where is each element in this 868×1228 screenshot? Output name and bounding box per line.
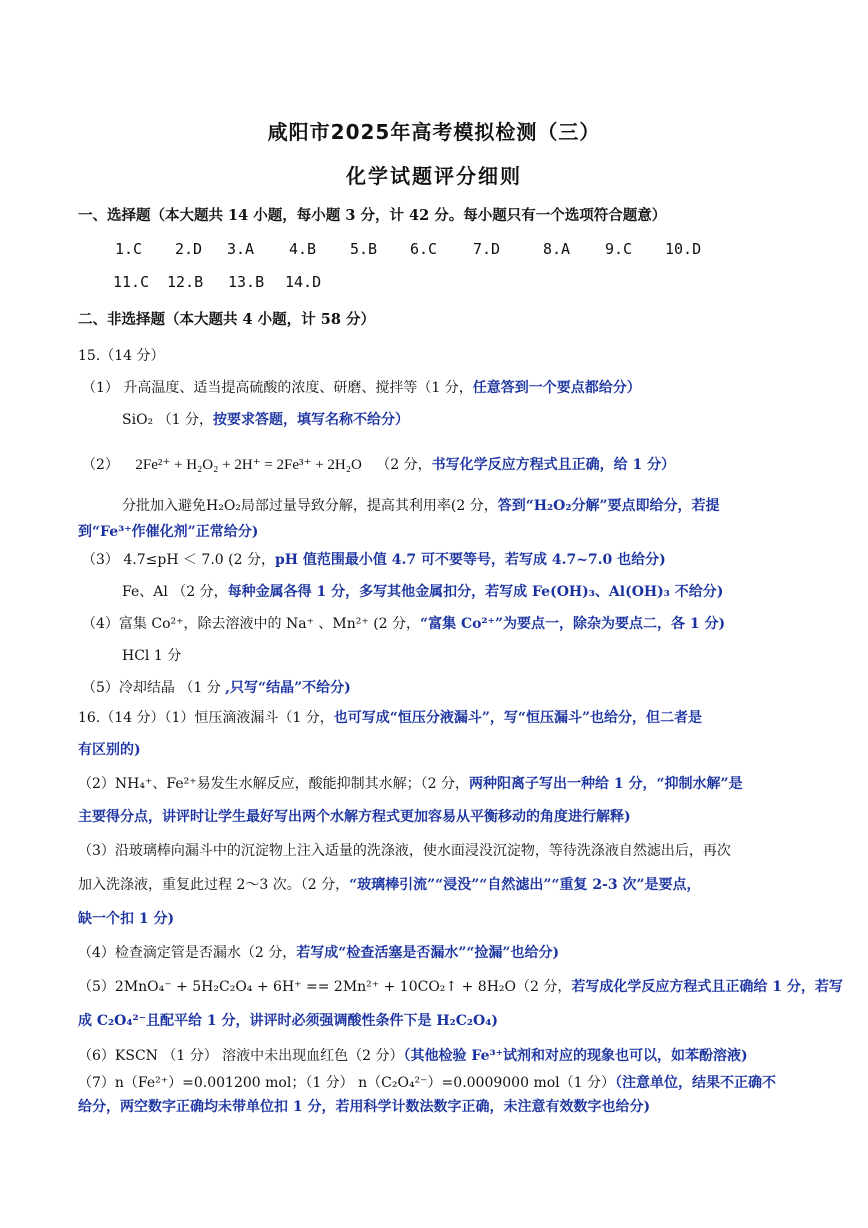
chemical-equation: 2Fe²⁺ + H₂O₂ + 2H⁺ = 2Fe³⁺ + 2H₂O (135, 457, 362, 473)
q15-part4b: HCl 1 分 (122, 648, 182, 664)
answer-item: 11.C (113, 273, 150, 291)
answer-item: 4.B (289, 240, 317, 258)
answer-item: 13.B (228, 273, 265, 291)
q16-part5b: 成 C₂O₄²⁻且配平给 1 分，讲评时必须强调酸性条件下是 H₂C₂O₄) (78, 1013, 498, 1029)
q15-part3b: Fe、Al （2 分，每种金属各得 1 分，多写其他金属扣分，若写成 Fe(OH)₃、Al(OH)₃ 不给分) (122, 584, 724, 600)
q16-part3-line1: （3）沿玻璃棒向漏斗中的沉淀物上注入适量的洗涤液，使水面浸没沉淀物，等待洗涤液自然滤出后，再次 (78, 843, 731, 859)
answer-item: 8.A (543, 240, 571, 258)
answer-item: 9.C (605, 240, 633, 258)
q16-part7b: 给分，两空数字正确均未带单位扣 1 分，若用科学计数法数字正确，未注意有效数字也给分) (78, 1099, 651, 1115)
page-title: 咸阳市2025年高考模拟检测（三） (267, 120, 601, 144)
answer-item: 12.B (167, 273, 204, 291)
section2-heading: 二、非选择题（本大题共 4 小题，计 58 分） (78, 311, 375, 328)
q15-part3: （3） 4.7≤pH ＜ 7.0 (2 分，pH 值范围最小值 4.7 可不要等号，若写成 4.7~7.0 也给分) (82, 552, 666, 568)
q16-part3-line3: 缺一个扣 1 分) (78, 911, 175, 927)
q15-part2c: 到“Fe³⁺作催化剂”正常给分) (78, 524, 259, 540)
answer-item: 1.C (115, 240, 143, 258)
q15-part4: （4）富集 Co²⁺，除去溶液中的 Na⁺ 、Mn²⁺ (2 分，“富集 Co²⁺”为要点一，除杂为要点二，各 1 分) (82, 616, 726, 632)
q15-part2: （2） 2Fe²⁺ + H₂O₂ + 2H⁺ = 2Fe³⁺ + 2H₂O （2 分，书写化学反应方程式且正确，给 1 分） (82, 457, 676, 473)
answer-item: 6.C (410, 240, 438, 258)
answer-item: 10.D (665, 240, 702, 258)
q16-part7: （7）n（Fe²⁺）=0.001200 mol；（1 分） n（C₂O₄²⁻）=0.0009000 mol（1 分）（注意单位，结果不正确不 (78, 1075, 776, 1091)
q16-part6: （6）KSCN （1 分） 溶液中未出现血红色（2 分）（其他检验 Fe³⁺试剂和对应的现象也可以，如苯酚溶液) (78, 1048, 748, 1064)
q16-part3-line2: 加入洗涤液，重复此过程 2～3 次。（2 分，“玻璃棒引流”“浸没”“自然滤出”“重复 2-3 次”是要点， (78, 877, 701, 893)
page-subtitle: 化学试题评分细则 (346, 164, 522, 188)
q15-header: 15.（14 分） (78, 348, 165, 364)
section1-heading: 一、选择题（本大题共 14 小题，每小题 3 分，计 42 分。每小题只有一个选项符合题意） (78, 207, 667, 224)
q15-part2b: 分批加入避免H₂O₂局部过量导致分解，提高其利用率(2 分，答到“H₂O₂分解”要点即给分，若提 (122, 498, 720, 514)
q16-part5: （5）2MnO₄⁻ + 5H₂C₂O₄ + 6H⁺ == 2Mn²⁺ + 10CO₂↑ + 8H₂O（2 分，若写成化学反应方程式且正确给 1 分，若写 (78, 979, 843, 995)
answer-item: 3.A (227, 240, 255, 258)
q15-part1b: SiO₂ （1 分，按要求答题，填写名称不给分） (122, 412, 409, 428)
answer-item: 7.D (473, 240, 501, 258)
q15-part1: （1） 升高温度、适当提高硫酸的浓度、研磨、搅拌等（1 分，任意答到一个要点都给分） (82, 380, 641, 396)
answer-item: 5.B (350, 240, 378, 258)
q16-part1: 16.（14 分）（1）恒压滴液漏斗（1 分，也可写成“恒压分液漏斗”，写“恒压漏斗”也给分，但二者是 (78, 710, 703, 726)
q15-part5: （5）冷却结晶 （1 分 ,只写“结晶”不给分) (82, 680, 351, 696)
q16-part2b: 主要得分点，讲评时让学生最好写出两个水解方程式更加容易从平衡移动的角度进行解释) (78, 809, 631, 825)
q16-part4: （4）检查滴定管是否漏水（2 分，若写成“检查活塞是否漏水”“捡漏”也给分) (78, 945, 560, 961)
answer-item: 2.D (175, 240, 203, 258)
answer-item: 14.D (285, 273, 322, 291)
q16-part2: （2）NH₄⁺、Fe²⁺易发生水解反应，酸能抑制其水解；（2 分，两种阳离子写出一种给 1 分，“抑制水解”是 (78, 776, 743, 792)
q16-part1b: 有区别的) (78, 742, 141, 758)
